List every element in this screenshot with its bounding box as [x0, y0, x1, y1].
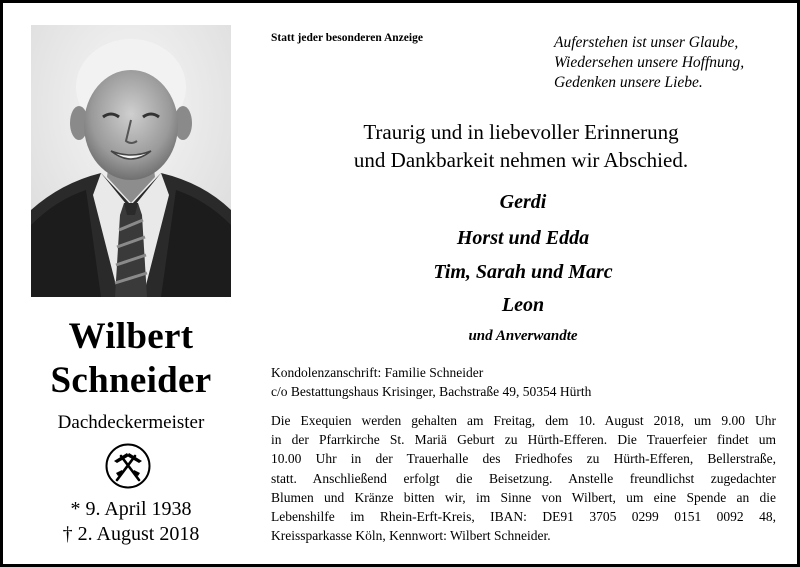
service-line: Die Exequien werden gehalten am Freitag, dem 10. August 2018, um 9.00 Uhr	[271, 413, 776, 428]
service-details	[271, 411, 776, 545]
service-line: Lebenshilfe im Rhein-Erft-Kreis, IBAN: DE91 3705 0299 0151 0092 48,	[271, 509, 776, 525]
motto-line: Gedenken unsere Liebe.	[554, 74, 703, 91]
intro-line: und Dankbarkeit nehmen wir Abschied.	[353, 148, 689, 172]
service-line: Kreissparkasse Köln, Kennwort: Wilbert Schneider.	[271, 528, 551, 544]
deceased-last-name: Schneider	[50, 360, 212, 401]
deceased-first-name: Wilbert	[68, 316, 194, 357]
intro-line: Traurig und in liebevoller Erinnerung	[363, 120, 679, 144]
roofer-guild-emblem-icon	[105, 443, 151, 489]
service-line: in der Pfarrkirche St. Mariä Geburt zu Hürth-Efferen. Die Trauerfeier findet um	[271, 432, 776, 448]
relatives-line: und Anverwandte	[468, 328, 578, 344]
mourner-name: Leon	[501, 294, 545, 316]
mourner-name: Gerdi	[499, 191, 547, 213]
condolence-address	[271, 363, 781, 401]
motto-line: Wiedersehen unsere Hoffnung,	[554, 54, 745, 71]
birth-date: * 9. April 1938	[70, 498, 192, 520]
motto	[554, 33, 794, 93]
motto-line: Auferstehen ist unser Glaube,	[554, 34, 739, 51]
service-line: Blumen und Kränze bitten wir, im Sinne von Wilbert, um eine Spende an die	[271, 489, 776, 505]
mourner-name: Horst und Edda	[456, 227, 590, 249]
notice-label: Statt jeder besonderen Anzeige	[271, 32, 423, 44]
deceased-profession: Dachdeckermeister	[57, 412, 205, 433]
service-line: 10.00 Uhr in der Trauerhalle des Friedhofes zu Hürth-Efferen, Bellerstraße,	[271, 451, 776, 467]
address-line: Kondolenzanschrift: Familie Schneider	[271, 365, 484, 380]
portrait-photo	[31, 25, 231, 297]
address-line: c/o Bestattungshaus Krisinger, Bachstraße 49, 50354 Hürth	[271, 384, 592, 399]
death-date: † 2. August 2018	[62, 523, 200, 545]
mourner-name: Tim, Sarah und Marc	[433, 261, 613, 283]
service-line: statt. Anschließend erfolgt die Beisetzung. Anstelle freundlichst zugedachter	[271, 470, 776, 486]
